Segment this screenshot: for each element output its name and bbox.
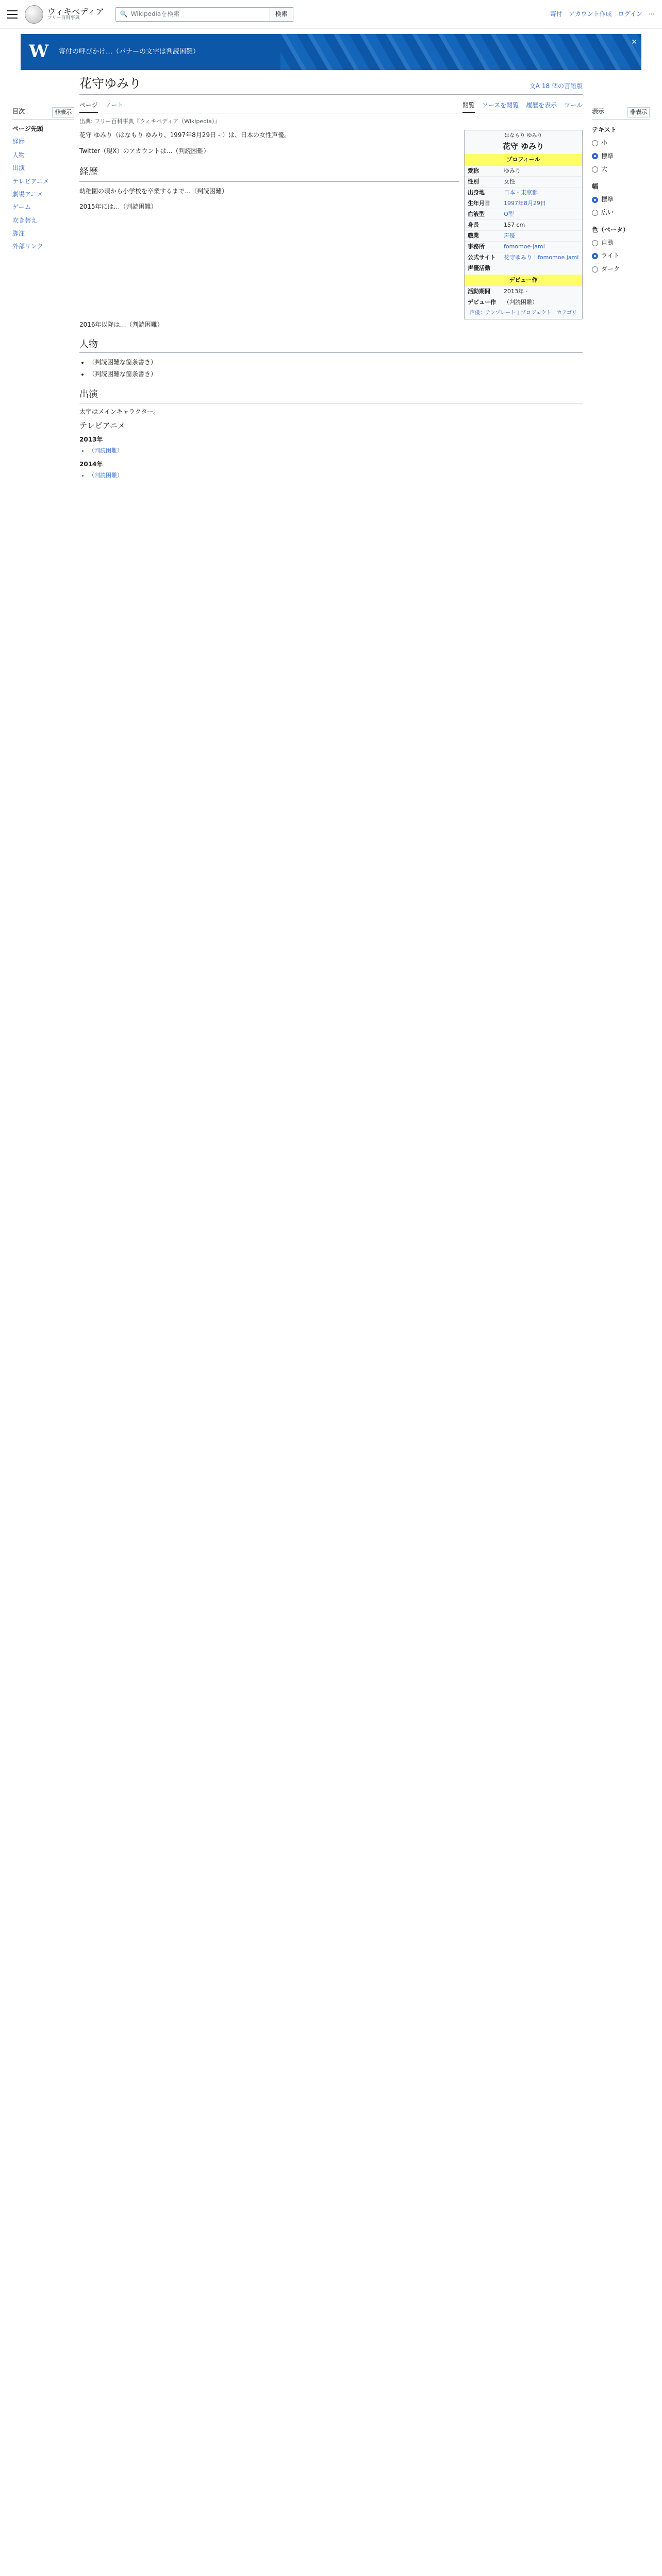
infobox-key: 生年月日: [468, 200, 490, 207]
toc-item[interactable]: テレビアニメ: [12, 177, 49, 185]
infobox-key: 職業: [468, 232, 479, 239]
toc-title: 目次: [12, 108, 25, 115]
tab-talk[interactable]: ノート: [105, 101, 124, 109]
infobox-value: ゆみり: [504, 167, 521, 175]
login-link[interactable]: ログイン: [618, 10, 642, 18]
tv-list: [79, 445, 583, 457]
width-label: 幅: [592, 182, 599, 190]
infobox-value: [504, 264, 579, 273]
infobox-kana: はなもり ゆみり: [504, 133, 542, 139]
radio-label: 大: [601, 165, 608, 173]
page-title: 花守ゆみり: [79, 76, 141, 91]
infobox: [464, 130, 583, 319]
search-placeholder: Wikipediaを検索: [130, 10, 180, 18]
list-item[interactable]: • （判読困難）: [89, 470, 583, 482]
logo-subtitle: フリー百科事典: [47, 15, 80, 21]
career-paragraph: 幼稚園の頃から小学校を卒業するまで…（判読困難）: [79, 187, 228, 195]
text-size-standard-radio[interactable]: [592, 150, 650, 163]
tab-page[interactable]: ページ: [79, 99, 98, 113]
toc-hide-button[interactable]: 非表示: [52, 107, 74, 117]
donate-link[interactable]: 寄付: [550, 10, 562, 18]
search-button[interactable]: 検索: [270, 7, 293, 22]
search-input[interactable]: [115, 7, 270, 22]
text-size-large-radio[interactable]: [592, 163, 650, 176]
infobox-value[interactable]: 声優: [504, 232, 515, 239]
text-size-label: テキスト: [592, 126, 617, 133]
toc-item[interactable]: ゲーム: [12, 204, 31, 211]
infobox-row: [465, 165, 582, 176]
infobox-value: 157 cm: [504, 222, 525, 228]
infobox-key: 公式サイト: [468, 253, 496, 261]
radio-label: 標準: [601, 195, 614, 203]
section-heading-career: 経歴: [79, 164, 459, 182]
radio-label: ライト: [601, 252, 620, 260]
header: [0, 0, 662, 29]
list-item: • （判読困難な箇条書き）: [89, 357, 583, 368]
logo-title: ウィキペディア: [47, 6, 104, 16]
infobox-row: [465, 187, 582, 198]
infobox-key: 事務所: [468, 243, 485, 250]
infobox-key: デビュー作: [468, 298, 496, 306]
infobox-row: [465, 219, 582, 230]
year-heading: 2013年: [79, 435, 103, 443]
career-paragraph: 2015年には…（判読困難）: [79, 202, 157, 210]
wikipedia-w-icon: W: [29, 41, 49, 62]
banner-pattern: [280, 34, 641, 70]
infobox-value: 2013年 -: [504, 287, 528, 295]
more-icon[interactable]: ⋯: [649, 10, 655, 18]
infobox-key: 性別: [468, 178, 479, 185]
from-line: 出典: フリー百科事典『ウィキペディア（Wikipedia）』: [79, 118, 221, 125]
toc-item[interactable]: 劇場アニメ: [12, 190, 43, 198]
toc-item[interactable]: 吹き替え: [12, 216, 38, 224]
radio-label: 自動: [601, 239, 614, 247]
donation-banner: [21, 34, 641, 70]
toc-item[interactable]: 経歴: [12, 138, 25, 146]
infobox-key: 血液型: [468, 211, 485, 218]
page-tabs: [79, 99, 583, 113]
appearance-hide-button[interactable]: 非表示: [627, 107, 650, 117]
tab-history[interactable]: 履歴を表示: [526, 101, 557, 109]
language-icon: 文A: [529, 82, 540, 90]
infobox-value: 女性: [504, 178, 515, 185]
banner-text: 寄付の呼びかけ…（バナーの文字は判読困難）: [59, 48, 200, 56]
radio-label: ダーク: [601, 265, 620, 273]
infobox-row: [465, 209, 582, 219]
logo[interactable]: [25, 5, 104, 24]
color-label: 色（ベータ）: [592, 226, 630, 233]
infobox-name: 花守 ゆみり: [502, 141, 544, 151]
infobox-debut-head: デビュー作: [465, 275, 582, 286]
toc-item[interactable]: ページ先頭: [12, 125, 43, 132]
infobox-row: [465, 230, 582, 241]
radio-label: 広い: [601, 209, 614, 216]
tab-view-source[interactable]: ソースを閲覧: [482, 101, 519, 109]
table-of-contents: [12, 76, 74, 482]
tab-read[interactable]: 閲覧: [462, 99, 475, 113]
person-list: [79, 357, 583, 380]
infobox-row: [465, 286, 582, 297]
toc-item[interactable]: 人物: [12, 151, 25, 159]
appearance-panel: [588, 76, 650, 482]
infobox-value[interactable]: O型: [504, 211, 514, 218]
width-wide-radio[interactable]: [592, 206, 650, 219]
infobox-key: 声優活動: [468, 264, 490, 272]
infobox-key: 活動期間: [468, 287, 490, 295]
menu-icon[interactable]: [7, 10, 18, 19]
language-button-label: 18 個の言語版: [541, 82, 583, 90]
infobox-row: [465, 176, 582, 187]
infobox-row: [465, 263, 582, 274]
section-heading-person: 人物: [79, 338, 583, 353]
text-size-small-radio[interactable]: [592, 137, 650, 149]
radio-label: 小: [601, 139, 608, 147]
career-paragraph: 2016年以降は…（判読困難）: [79, 321, 163, 328]
toc-item[interactable]: 出演: [12, 164, 25, 172]
appearance-title: 表示: [592, 108, 605, 115]
infobox-row: [465, 198, 582, 209]
user-links: [550, 10, 655, 19]
infobox-footer[interactable]: 声優：テンプレート | プロジェクト | カテゴリ: [470, 310, 577, 316]
appearances-note: 太字はメインキャラクター。: [79, 408, 160, 415]
infobox-key: 愛称: [468, 167, 479, 175]
infobox-profile-head: プロフィール: [465, 154, 582, 165]
lead-paragraph: 花守 ゆみり（はなもり ゆみり、1997年8月29日 - ）は、日本の女性声優。: [79, 131, 291, 139]
close-icon[interactable]: ✕: [631, 38, 637, 46]
list-item: • （判読困難な箇条書き）: [89, 369, 583, 380]
infobox-row: [465, 252, 582, 263]
infobox-row: [465, 241, 582, 252]
toc-item[interactable]: 脚注: [12, 230, 25, 238]
radio-label: 標準: [601, 152, 614, 160]
width-standard-radio[interactable]: [592, 193, 650, 206]
language-button[interactable]: [529, 82, 583, 91]
toc-item[interactable]: 外部リンク: [12, 243, 43, 250]
list-item[interactable]: • （判読困難）: [89, 445, 583, 457]
article: [74, 76, 588, 482]
search-icon: 🔍: [120, 10, 128, 18]
lead-paragraph: Twitter（現X）のアカウントは…（判読困難）: [79, 147, 210, 155]
infobox-key: 身長: [468, 222, 479, 228]
color-light-radio[interactable]: [592, 249, 650, 262]
infobox-value[interactable]: 花守ゆみり｜fomomoe jami: [504, 253, 579, 261]
tab-tools[interactable]: ツール: [564, 101, 583, 109]
search-bar: [115, 7, 293, 22]
section-heading-tv-anime: テレビアニメ: [79, 420, 583, 432]
create-account-link[interactable]: アカウント作成: [568, 10, 612, 18]
color-dark-radio[interactable]: [592, 263, 650, 276]
infobox-row: [465, 297, 582, 308]
infobox-value: （判読困難）: [504, 298, 538, 306]
infobox-value[interactable]: 1997年8月29日: [504, 200, 546, 207]
infobox-value[interactable]: 日本・東京都: [504, 189, 538, 196]
tv-list: [79, 470, 583, 482]
wikipedia-globe-icon: [25, 5, 43, 24]
year-heading: 2014年: [79, 460, 103, 468]
color-auto-radio[interactable]: [592, 236, 650, 249]
section-heading-appearances: 出演: [79, 388, 583, 403]
infobox-value[interactable]: fomomoe-jami: [504, 243, 545, 250]
infobox-key: 出身地: [468, 189, 485, 196]
